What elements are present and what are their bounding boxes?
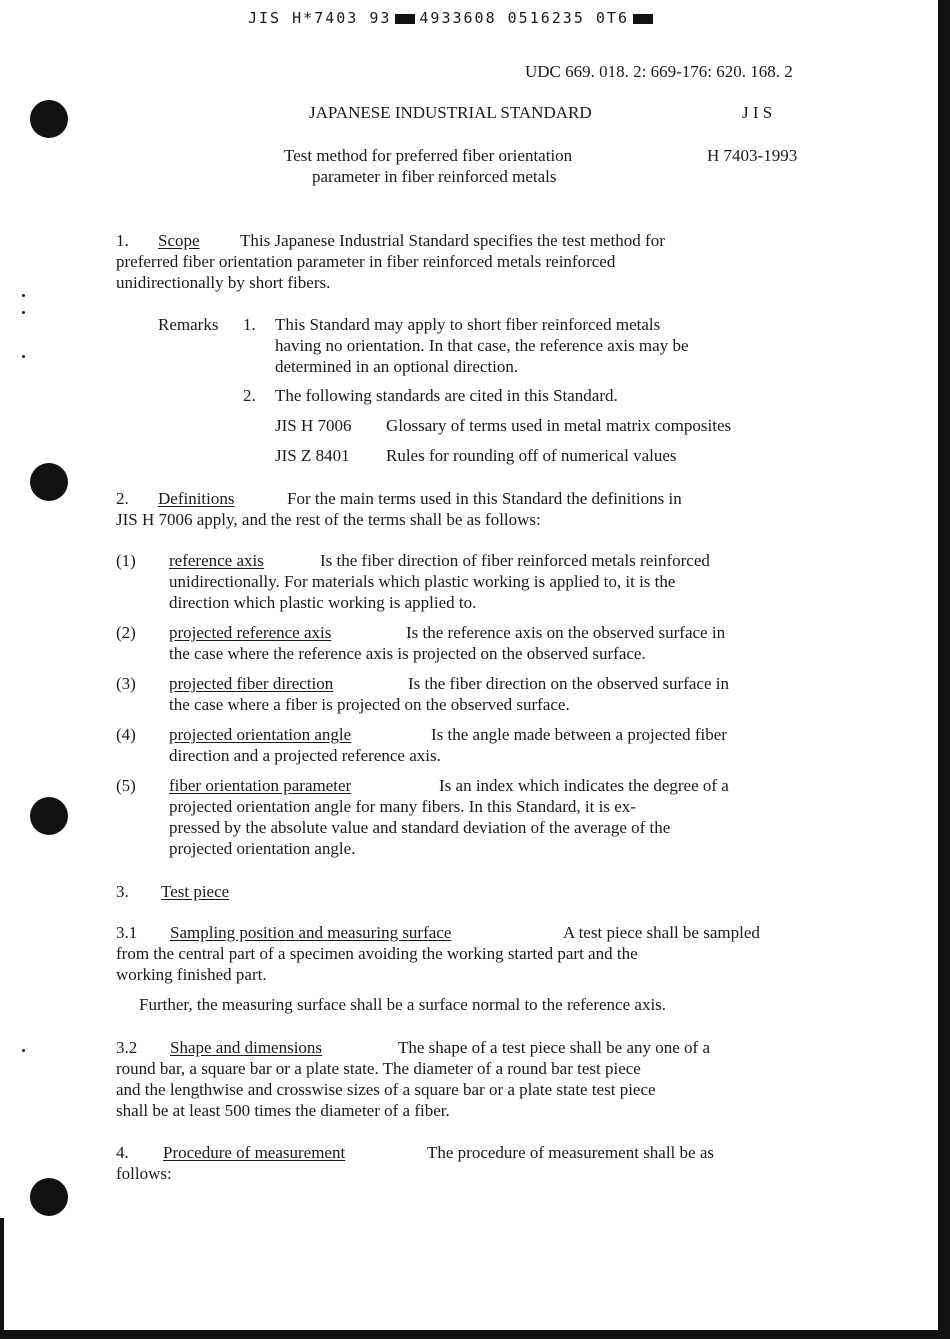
definition-3-number: (3): [116, 674, 136, 693]
scan-speck: [22, 311, 25, 314]
section-3-1-para-2: Further, the measuring surface shall be a surface normal to the reference axis.: [139, 995, 667, 1014]
punch-hole-1: [30, 100, 68, 138]
definition-5-term: fiber orientation parameter: [169, 776, 352, 795]
scope-text-1: This Japanese Industrial Standard specifies the test method for: [240, 231, 665, 250]
remark-2-number: 2.: [243, 386, 256, 405]
definitions-text-1: For the main terms used in this Standard the definitions in: [287, 489, 682, 508]
section-3-1-text-3: working finished part.: [116, 965, 267, 984]
citation-1-code: JIS H 7006: [275, 416, 352, 435]
standard-title: JAPANESE INDUSTRIAL STANDARD: [309, 103, 592, 122]
section-3-1-text-1: A test piece shall be sampled: [563, 923, 760, 942]
doc-title-line-1: Test method for preferred fiber orientation: [284, 146, 573, 165]
section-3-2-number: 3.2: [116, 1038, 138, 1057]
citation-1-title: Glossary of terms used in metal matrix composites: [386, 416, 732, 435]
section-3-1-text-2: from the central part of a specimen avoiding the working started part and the: [116, 944, 638, 963]
top-code-line: [248, 8, 657, 29]
scope-heading: Scope: [158, 231, 200, 250]
right-edge-bar: [938, 0, 950, 1339]
definition-1-text-3: direction which plastic working is applied to.: [169, 593, 477, 612]
definition-5-number: (5): [116, 776, 136, 795]
procedure-number: 4.: [116, 1143, 129, 1162]
left-edge-mark: [0, 1218, 4, 1330]
scope-text-2: preferred fiber orientation parameter in fiber reinforced metals reinforced: [116, 252, 616, 271]
definition-1-text-2: unidirectionally. For materials which plastic working is applied to, it is the: [169, 572, 676, 591]
remark-1-text-2: having no orientation. In that case, the reference axis may be: [275, 336, 689, 355]
remark-1-text-3: determined in an optional direction.: [275, 357, 519, 376]
section-3-2-text-3: and the lengthwise and crosswise sizes of a square bar or a plate state test piece: [116, 1080, 656, 1099]
redacted-block: [395, 14, 415, 24]
remark-1-number: 1.: [243, 315, 256, 334]
definition-1-text-1: Is the fiber direction of fiber reinforced metals reinforced: [320, 551, 710, 570]
definitions-text-2: JIS H 7006 apply, and the rest of the terms shall be as follows:: [116, 510, 541, 529]
test-piece-heading: Test piece: [161, 882, 230, 901]
remark-1-text-1: This Standard may apply to short fiber reinforced metals: [275, 315, 661, 334]
doc-number: H 7403-1993: [707, 146, 798, 165]
definition-2-text-2: the case where the reference axis is projected on the observed surface.: [169, 644, 646, 663]
punch-hole-3: [30, 797, 68, 835]
definition-2-text-1: Is the reference axis on the observed surface in: [406, 623, 726, 642]
scope-text-3: unidirectionally by short fibers.: [116, 273, 331, 292]
definition-4-term: projected orientation angle: [169, 725, 352, 744]
definition-5-text-2: projected orientation angle for many fibers. In this Standard, it is ex-: [169, 797, 636, 816]
section-3-2-text-2: round bar, a square bar or a plate state. The diameter of a round bar test piece: [116, 1059, 641, 1078]
citation-2-title: Rules for rounding off of numerical values: [386, 446, 677, 465]
procedure-text-1: The procedure of measurement shall be as: [427, 1143, 714, 1162]
section-3-2-text-4: shall be at least 500 times the diameter of a fiber.: [116, 1101, 450, 1120]
top-code-a: JIS H*7403 93: [248, 9, 392, 27]
procedure-heading: Procedure of measurement: [163, 1143, 346, 1162]
definition-2-term: projected reference axis: [169, 623, 332, 642]
definition-3-term: projected fiber direction: [169, 674, 334, 693]
procedure-text-2: follows:: [116, 1164, 172, 1183]
scan-speck: [22, 355, 25, 358]
definition-4-text-1: Is the angle made between a projected fiber: [431, 725, 727, 744]
definition-5-text-1: Is an index which indicates the degree of a: [439, 776, 729, 795]
definition-1-number: (1): [116, 551, 136, 570]
section-3-1-number: 3.1: [116, 923, 138, 942]
test-piece-number: 3.: [116, 882, 129, 901]
remark-2-text-1: The following standards are cited in this Standard.: [275, 386, 618, 405]
redacted-block: [633, 14, 653, 24]
punch-hole-2: [30, 463, 68, 501]
jis-label: J I S: [742, 103, 773, 122]
section-3-2-heading: Shape and dimensions: [170, 1038, 323, 1057]
definition-1-term: reference axis: [169, 551, 264, 570]
definition-3-text-1: Is the fiber direction on the observed surface in: [408, 674, 729, 693]
remarks-label: Remarks: [158, 315, 219, 334]
punch-hole-4: [30, 1178, 68, 1216]
definition-5-text-3: pressed by the absolute value and standard deviation of the average of the: [169, 818, 671, 837]
section-3-2-text-1: The shape of a test piece shall be any one of a: [398, 1038, 711, 1057]
definition-2-number: (2): [116, 623, 136, 642]
definitions-heading: Definitions: [158, 489, 235, 508]
scan-speck: [22, 294, 25, 297]
section-3-1-heading: Sampling position and measuring surface: [170, 923, 452, 942]
definition-4-text-2: direction and a projected reference axis.: [169, 746, 441, 765]
definition-3-text-2: the case where a fiber is projected on the observed surface.: [169, 695, 570, 714]
udc-code: UDC 669. 018. 2: 669-176: 620. 168. 2: [525, 62, 793, 81]
citation-2-code: JIS Z 8401: [275, 446, 350, 465]
definition-4-number: (4): [116, 725, 136, 744]
doc-title-line-2: parameter in fiber reinforced metals: [312, 167, 557, 186]
bottom-edge-bar: [0, 1330, 950, 1339]
scope-number: 1.: [116, 231, 129, 250]
definitions-number: 2.: [116, 489, 129, 508]
definition-5-text-4: projected orientation angle.: [169, 839, 356, 858]
scan-speck: [22, 1049, 25, 1052]
top-code-b: 4933608 0516235 0T6: [419, 9, 629, 27]
